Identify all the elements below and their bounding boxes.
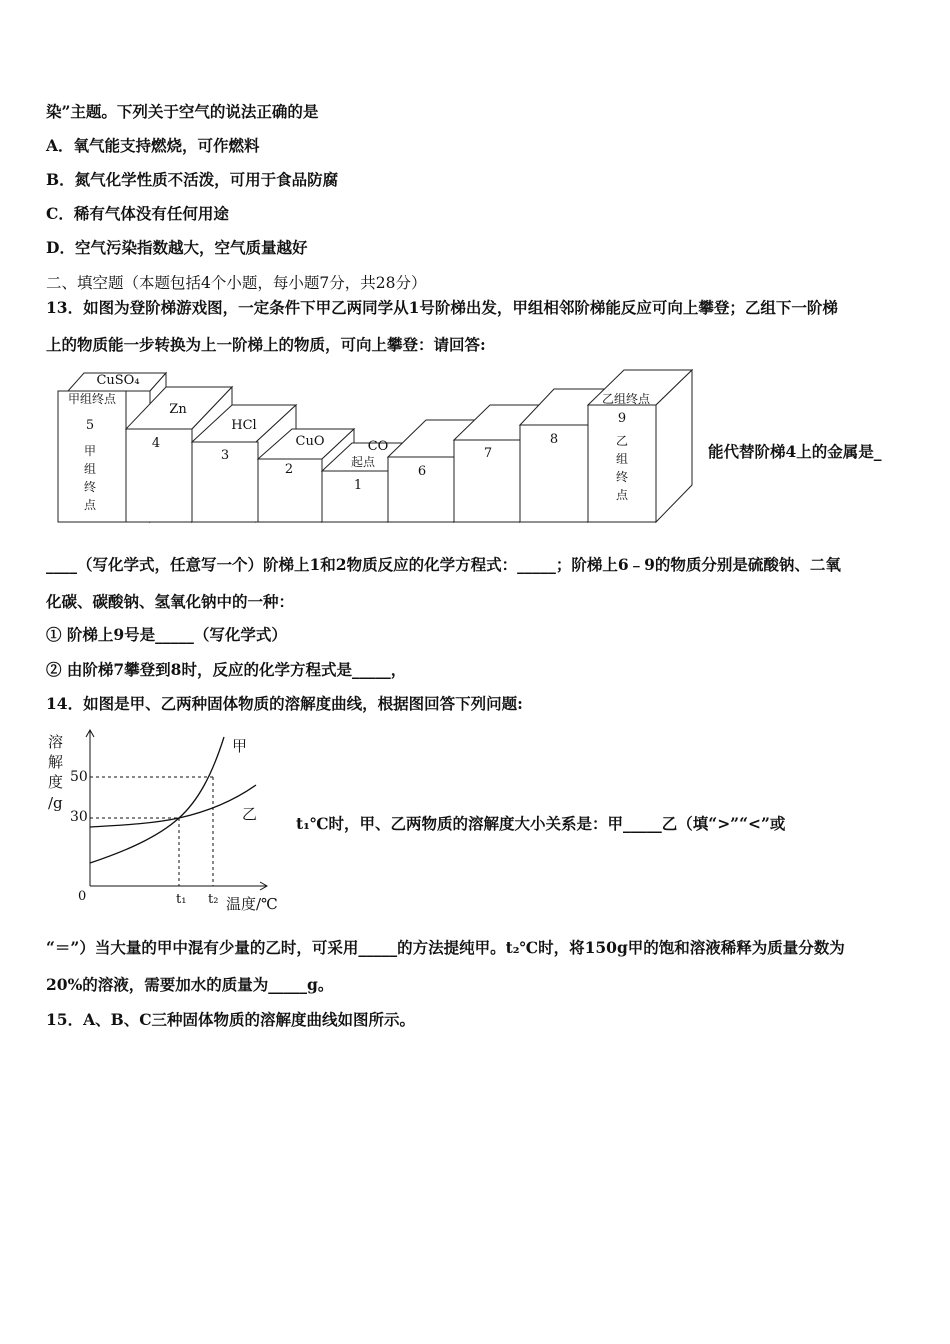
step4-num: 4 [151,436,161,451]
q12-stem-end: 染”主题。下列关于空气的说法正确的是 [46,102,319,121]
xlabel: 温度/℃ [226,895,278,913]
step2-num: 2 [284,462,294,477]
q13-line1: 13．如图为登阶梯游戏图，一定条件下甲乙两同学从1号阶梯出发，甲组相邻阶梯能反应可向上攀登；乙组下一阶梯 [46,298,838,317]
solubility-figure [46,727,291,917]
t2-label: t₂ [208,892,219,907]
q14-side-text: t₁℃时，甲、乙两物质的溶解度大小关系是：甲_____乙（填“>”“<”或 [296,814,786,833]
step6-num: 6 [417,464,427,479]
jia-vert-1: 甲 [83,444,97,458]
step3-num: 3 [220,448,230,463]
y-tick-30: 30 [70,809,88,825]
step1-num: 1 [353,478,363,493]
ylabel-2: 解 [48,753,64,771]
q15-stem: 15．A、B、C三种固体物质的溶解度曲线如图所示。 [46,1010,416,1029]
section-header: 二、填空题（本题包括4个小题，每小题7分，共28分） [46,274,427,292]
step4-label: Zn [169,402,187,417]
t1-label: t₁ [176,892,187,907]
jia-vert-2: 组 [83,462,97,476]
step2-label: CuO [295,434,325,449]
q12-option-c: C．稀有气体没有任何用途 [46,204,229,223]
q14-line2: “＝”）当大量的甲中混有少量的乙时，可采用_____的方法提纯甲。t₂℃时，将150g甲的饱和溶液稀释为质量分数为 [46,938,845,957]
q13-line2: 上的物质能一步转换为上一阶梯上的物质，可向上攀登：请回答: [46,335,486,354]
jia-end-label: 甲组终点 [67,392,117,406]
step8-num: 8 [549,432,559,447]
yi-vert-3: 终 [615,470,629,484]
q14-stem: 14．如图是甲、乙两种固体物质的溶解度曲线，根据图回答下列问题: [46,694,523,713]
step1-label: CO [367,439,389,454]
curve-jia [90,737,224,863]
step3-label: HCl [231,418,257,433]
q12-option-a: A．氧气能支持燃烧，可作燃料 [46,136,260,155]
yi-vert-4: 点 [615,488,629,502]
y-tick-50: 50 [70,769,88,785]
q13-line4: 化碳、碳酸钠、氢氧化钠中的一种： [46,592,295,611]
series-jia-label: 甲 [232,737,248,755]
q12-option-d: D．空气污染指数越大，空气质量越好 [46,238,308,257]
yi-vert-2: 组 [615,452,629,466]
step5-num: 5 [85,418,95,433]
q12-option-b: B．氮气化学性质不活泼，可用于食品防腐 [46,170,339,189]
yi-vert-1: 乙 [615,434,629,448]
ylabel-4: /g [48,794,63,812]
q13-side-text: 能代替阶梯4上的金属是_ [708,442,882,461]
q14-line3: 20%的溶液，需要加水的质量为_____g。 [46,975,334,994]
step5-label: CuSO₄ [96,373,140,388]
ylabel-3: 度 [48,773,64,791]
q13-sub1: ① 阶梯上9号是_____（写化学式） [46,625,287,644]
series-yi-label: 乙 [242,805,258,823]
origin-label: 0 [78,889,87,904]
step9-num: 9 [617,411,627,426]
jia-vert-3: 终 [83,480,97,494]
jia-vert-4: 点 [83,498,97,512]
q13-line3: ____（写化学式，任意写一个）阶梯上1和2物质反应的化学方程式：_____；阶梯上6﹣9的物质分别是硫酸钠、二氧 [46,555,841,574]
stairs-figure [56,367,696,525]
ylabel-1: 溶 [48,733,64,751]
q13-sub2: ② 由阶梯7攀登到8时，反应的化学方程式是_____， [46,660,407,679]
yi-end-label: 乙组终点 [601,392,651,406]
step7-num: 7 [483,446,493,461]
curve-yi [90,785,256,827]
start-label: 起点 [350,455,376,469]
